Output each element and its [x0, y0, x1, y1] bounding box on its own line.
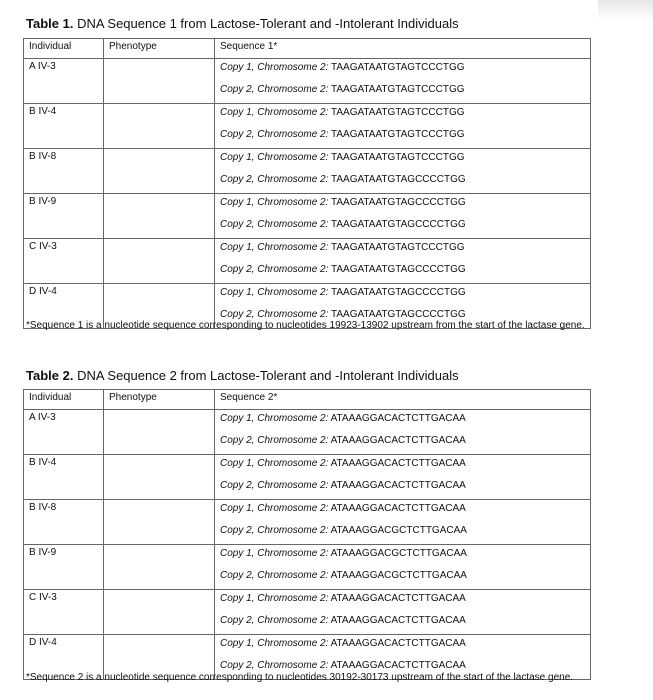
header-individual: Individual	[24, 39, 104, 59]
sequence-text: TAAGATAATGTAGCCCCTGG	[331, 287, 466, 298]
sequence-text: TAAGATAATGTAGTCCCTGG	[331, 242, 465, 253]
sequence-text: ATAAAGGACGCTCTTGACAA	[330, 548, 467, 559]
sequence-cell	[215, 194, 591, 217]
table-header-row	[24, 390, 591, 410]
individual-cell: B IV-8	[24, 500, 104, 545]
sequence-cell	[215, 410, 591, 433]
sequence-cell	[215, 635, 591, 658]
page-corner-shadow	[598, 0, 653, 20]
sequence-cell	[215, 59, 591, 82]
sequence-cell	[215, 477, 591, 500]
sequence-text: ATAAAGGACACTCTTGACAA	[330, 435, 466, 446]
individual-cell: A IV-3	[24, 59, 104, 104]
copy-label: Copy 1, Chromosome 2:	[220, 413, 329, 424]
sequence-text: ATAAAGGACACTCTTGACAA	[330, 480, 466, 491]
sequence-text: ATAAAGGACACTCTTGACAA	[330, 593, 466, 604]
sequence-text: TAAGATAATGTAGTCCCTGG	[331, 107, 465, 118]
sequence-cell	[215, 81, 591, 104]
individual-cell: A IV-3	[24, 410, 104, 455]
header-phenotype: Phenotype	[104, 39, 215, 59]
individual-cell: B IV-4	[24, 104, 104, 149]
phenotype-cell	[104, 590, 215, 635]
sequence-text: TAAGATAATGTAGCCCCTGG	[331, 309, 466, 320]
phenotype-cell	[104, 500, 215, 545]
sequence-cell	[215, 500, 591, 523]
phenotype-cell	[104, 59, 215, 104]
table1-footnote: *Sequence 1 is a nucleotide sequence corresponding to nucleotides 19923-13902 upstream from the start of the lactase gene.	[26, 320, 585, 331]
copy-label: Copy 2, Chromosome 2:	[220, 219, 329, 230]
sequence-text: ATAAAGGACACTCTTGACAA	[330, 503, 466, 514]
sequence-text: ATAAAGGACACTCTTGACAA	[330, 458, 466, 469]
sequence-cell	[215, 104, 591, 127]
table1-title: Table 1. DNA Sequence 1 from Lactose-Tolerant and -Intolerant Individuals	[26, 16, 459, 31]
sequence-cell	[215, 171, 591, 194]
individual-cell: D IV-4	[24, 284, 104, 329]
table2-title: Table 2. DNA Sequence 2 from Lactose-Tolerant and -Intolerant Individuals	[26, 368, 459, 383]
copy-label: Copy 1, Chromosome 2:	[220, 197, 329, 208]
table-row	[24, 104, 591, 127]
sequence-cell	[215, 455, 591, 478]
copy-label: Copy 1, Chromosome 2:	[220, 458, 329, 469]
sequence-text: TAAGATAATGTAGTCCCTGG	[331, 152, 465, 163]
sequence-cell	[215, 149, 591, 172]
table-row	[24, 194, 591, 217]
header-sequence: Sequence 2*	[215, 390, 591, 410]
table-row	[24, 410, 591, 433]
individual-cell: D IV-4	[24, 635, 104, 680]
table-header-row	[24, 39, 591, 59]
table-row	[24, 455, 591, 478]
table-row	[24, 590, 591, 613]
individual-cell: B IV-8	[24, 149, 104, 194]
copy-label: Copy 2, Chromosome 2:	[220, 480, 329, 491]
phenotype-cell	[104, 455, 215, 500]
copy-label: Copy 2, Chromosome 2:	[220, 84, 329, 95]
phenotype-cell	[104, 149, 215, 194]
table-row	[24, 239, 591, 262]
sequence-text: ATAAAGGACACTCTTGACAA	[330, 413, 466, 424]
individual-cell: C IV-3	[24, 590, 104, 635]
sequence-text: TAAGATAATGTAGCCCCTGG	[331, 174, 466, 185]
phenotype-cell	[104, 239, 215, 284]
copy-label: Copy 1, Chromosome 2:	[220, 638, 329, 649]
sequence-cell	[215, 284, 591, 307]
sequence-cell	[215, 590, 591, 613]
individual-cell: B IV-9	[24, 545, 104, 590]
individual-cell: B IV-9	[24, 194, 104, 239]
copy-label: Copy 2, Chromosome 2:	[220, 570, 329, 581]
table-row	[24, 149, 591, 172]
sequence-text: ATAAAGGACACTCTTGACAA	[330, 660, 466, 671]
header-phenotype: Phenotype	[104, 390, 215, 410]
copy-label: Copy 1, Chromosome 2:	[220, 548, 329, 559]
header-sequence: Sequence 1*	[215, 39, 591, 59]
copy-label: Copy 2, Chromosome 2:	[220, 660, 329, 671]
copy-label: Copy 1, Chromosome 2:	[220, 62, 329, 73]
phenotype-cell	[104, 410, 215, 455]
table1	[23, 38, 591, 329]
copy-label: Copy 1, Chromosome 2:	[220, 152, 329, 163]
sequence-cell	[215, 216, 591, 239]
copy-label: Copy 2, Chromosome 2:	[220, 525, 329, 536]
sequence-cell	[215, 612, 591, 635]
individual-cell: B IV-4	[24, 455, 104, 500]
phenotype-cell	[104, 545, 215, 590]
sequence-text: TAAGATAATGTAGCCCCTGG	[331, 264, 466, 275]
sequence-cell	[215, 545, 591, 568]
table-row	[24, 545, 591, 568]
sequence-text: ATAAAGGACGCTCTTGACAA	[330, 570, 467, 581]
sequence-text: TAAGATAATGTAGTCCCTGG	[331, 62, 465, 73]
copy-label: Copy 1, Chromosome 2:	[220, 287, 329, 298]
sequence-text: ATAAAGGACACTCTTGACAA	[330, 638, 466, 649]
sequence-cell	[215, 261, 591, 284]
sequence-cell	[215, 239, 591, 262]
sequence-cell	[215, 432, 591, 455]
copy-label: Copy 2, Chromosome 2:	[220, 435, 329, 446]
copy-label: Copy 2, Chromosome 2:	[220, 264, 329, 275]
sequence-cell	[215, 567, 591, 590]
sequence-text: TAAGATAATGTAGCCCCTGG	[331, 219, 466, 230]
table-row	[24, 59, 591, 82]
sequence-cell	[215, 126, 591, 149]
sequence-text: ATAAAGGACACTCTTGACAA	[330, 615, 466, 626]
table2-footnote: *Sequence 2 is a nucleotide sequence corresponding to nucleotides 30192-30173 upstream of the start of the lactase gene.	[26, 672, 574, 683]
sequence-text: TAAGATAATGTAGTCCCTGG	[331, 84, 465, 95]
copy-label: Copy 2, Chromosome 2:	[220, 309, 329, 320]
table-row	[24, 635, 591, 658]
copy-label: Copy 2, Chromosome 2:	[220, 174, 329, 185]
individual-cell: C IV-3	[24, 239, 104, 284]
copy-label: Copy 1, Chromosome 2:	[220, 107, 329, 118]
table-row	[24, 284, 591, 307]
header-individual: Individual	[24, 390, 104, 410]
copy-label: Copy 1, Chromosome 2:	[220, 242, 329, 253]
copy-label: Copy 1, Chromosome 2:	[220, 503, 329, 514]
sequence-cell	[215, 522, 591, 545]
table-row	[24, 500, 591, 523]
phenotype-cell	[104, 104, 215, 149]
table2	[23, 389, 591, 680]
phenotype-cell	[104, 194, 215, 239]
copy-label: Copy 1, Chromosome 2:	[220, 593, 329, 604]
sequence-text: TAAGATAATGTAGTCCCTGG	[331, 129, 465, 140]
sequence-text: TAAGATAATGTAGCCCCTGG	[331, 197, 466, 208]
sequence-text: ATAAAGGACGCTCTTGACAA	[330, 525, 467, 536]
copy-label: Copy 2, Chromosome 2:	[220, 129, 329, 140]
copy-label: Copy 2, Chromosome 2:	[220, 615, 329, 626]
